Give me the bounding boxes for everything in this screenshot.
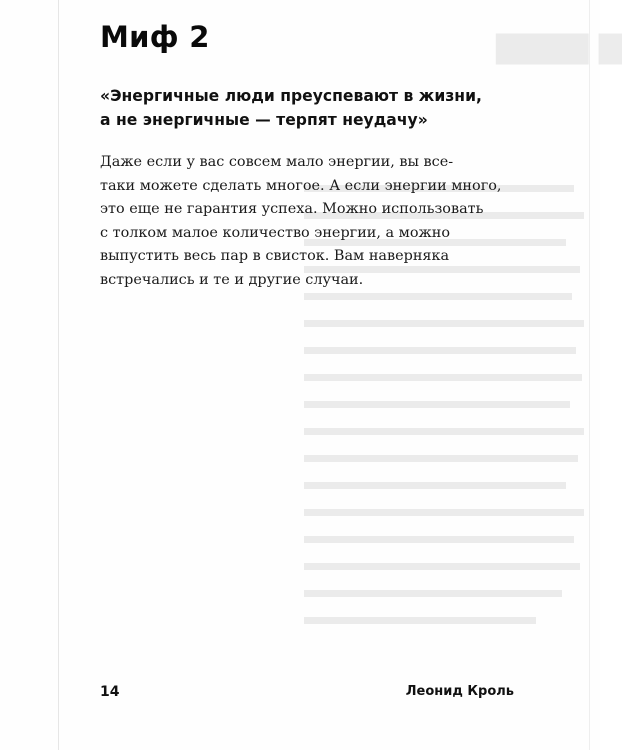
running-footer-author: Леонид Кроль <box>405 684 514 699</box>
page-outer-edge <box>589 0 590 750</box>
body-paragraph <box>100 151 520 292</box>
page-fold-edge <box>58 0 59 750</box>
myth-quote <box>100 84 520 132</box>
show-through-heading: ▇▇▇▇ ▇ <box>496 30 622 65</box>
body-line: Даже если у вас совсем мало энергии, вы все- <box>100 154 454 170</box>
page-number: 14 <box>100 684 120 700</box>
body-line: встречались и те и другие случаи. <box>100 271 364 288</box>
body-line: выпустить весь пар в свисток. Вам наверняка <box>100 248 450 264</box>
body-line: это еще не гарантия успеха. Можно использовать <box>100 201 484 217</box>
body-line: таки можете сделать многое. А если энергии много, <box>100 177 502 194</box>
myth-quote-line: а не энергичные — терпят неудачу» <box>100 111 428 129</box>
body-line: с толком малое количество энергии, а можно <box>100 224 451 241</box>
chapter-title: Миф 2 <box>100 20 210 54</box>
myth-quote-line: «Энергичные люди преуспевают в жизни, <box>100 87 482 105</box>
